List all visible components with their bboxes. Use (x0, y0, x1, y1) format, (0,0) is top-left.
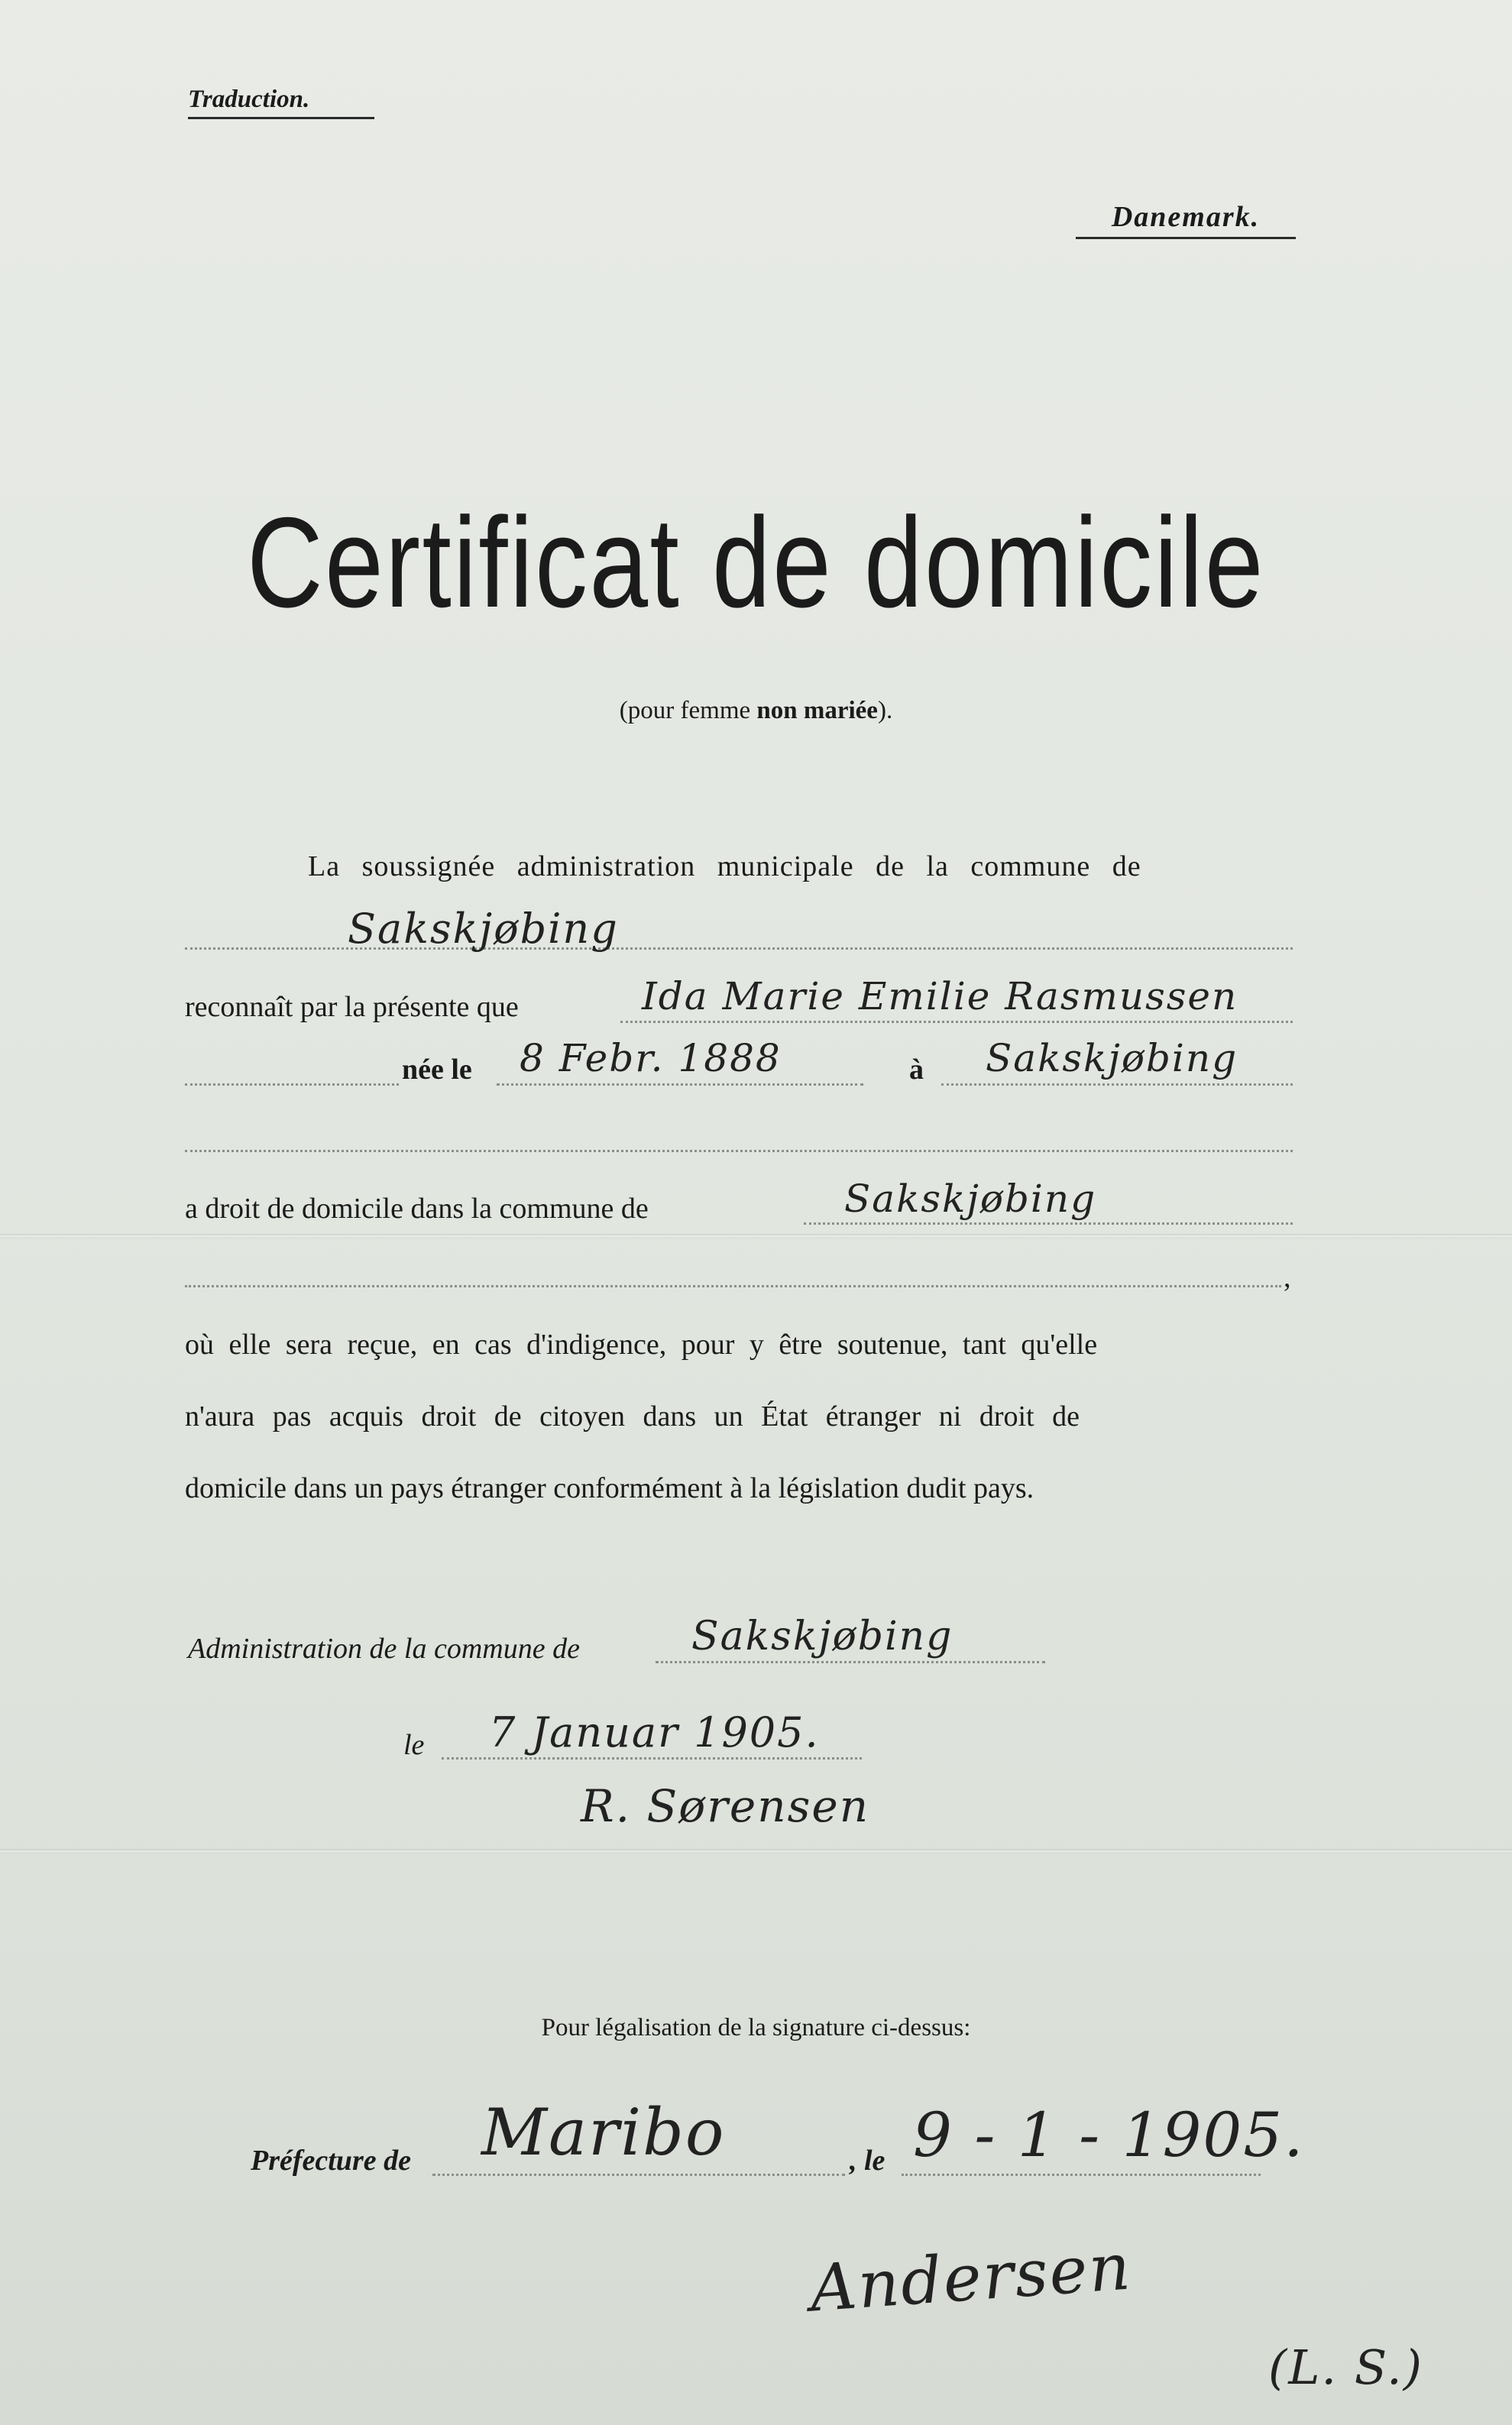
intro-line: La soussignée administration municipale de la commune de (308, 850, 1141, 882)
administration-rest: de la commune de (369, 1633, 580, 1665)
name-handwritten: Ida Marie Emilie Rasmussen (642, 974, 1238, 1018)
legalisation-date-handwritten: 9 - 1 - 1905. (913, 2100, 1305, 2171)
dotted-line (620, 1021, 1293, 1023)
subtitle-prefix: (pour femme (619, 697, 757, 724)
subtitle-suffix: ). (877, 697, 893, 724)
paragraph-line: n'aura pas acquis droit de citoyen dans un État étranger ni droit de (185, 1400, 1080, 1433)
domicile-commune-handwritten: Sakskjøbing (844, 1177, 1097, 1221)
country-label: Danemark. (1076, 200, 1296, 239)
dotted-line (804, 1222, 1293, 1225)
document-title: Certificat de domicile (247, 491, 1265, 634)
at-label: à (909, 1054, 924, 1086)
birthplace-handwritten: Sakskjøbing (986, 1036, 1238, 1080)
dotted-line (185, 1150, 1293, 1152)
prefecture-label: Préfecture de (251, 2145, 411, 2177)
dotted-line (497, 1083, 863, 1086)
dotted-line (656, 1661, 1045, 1663)
birth-date-handwritten: 8 Febr. 1888 (520, 1036, 782, 1080)
administration-label (188, 1632, 580, 1666)
domicile-right-label: a droit de domicile dans la commune de (185, 1193, 649, 1225)
administration-date-handwritten: 7 Januar 1905. (489, 1708, 820, 1756)
dotted-line (185, 1285, 1281, 1287)
seal-mark: (L. S.) (1268, 2339, 1423, 2395)
commune-handwritten: Sakskjøbing (348, 905, 619, 953)
administration-commune-handwritten: Sakskjøbing (691, 1614, 953, 1659)
dotted-line (185, 1083, 399, 1086)
administration-signature: R. Sørensen (581, 1780, 870, 1832)
born-label: née le (402, 1054, 472, 1086)
paper-fold (0, 1234, 1512, 1238)
comma: , (1284, 1261, 1291, 1293)
translation-label: Traduction. (188, 86, 374, 119)
dotted-line (902, 2174, 1261, 2176)
paragraph-line: où elle sera reçue, en cas d'indigence, pour y être soutenue, tant qu'elle (185, 1329, 1098, 1361)
subtitle-emphasis: non mariée (756, 697, 878, 724)
recognizes-label: reconnaît par la présente que (185, 991, 519, 1023)
subtitle (0, 697, 1512, 725)
dotted-line (442, 1757, 862, 1760)
dotted-line (432, 2174, 845, 2176)
paragraph-line: domicile dans un pays étranger conformément à la législation dudit pays. (185, 1472, 1034, 1504)
legalisation-signature: Andersen (808, 2229, 1135, 2326)
dotted-line (941, 1083, 1293, 1086)
administration-date-label: le (403, 1729, 425, 1761)
legalisation-heading: Pour légalisation de la signature ci-dessus: (541, 2014, 971, 2041)
paper-fold (0, 1849, 1512, 1854)
prefecture-handwritten: Maribo (481, 2095, 726, 2170)
legalisation-date-label: , le (850, 2145, 886, 2177)
administration-word: Administration (188, 1633, 363, 1665)
